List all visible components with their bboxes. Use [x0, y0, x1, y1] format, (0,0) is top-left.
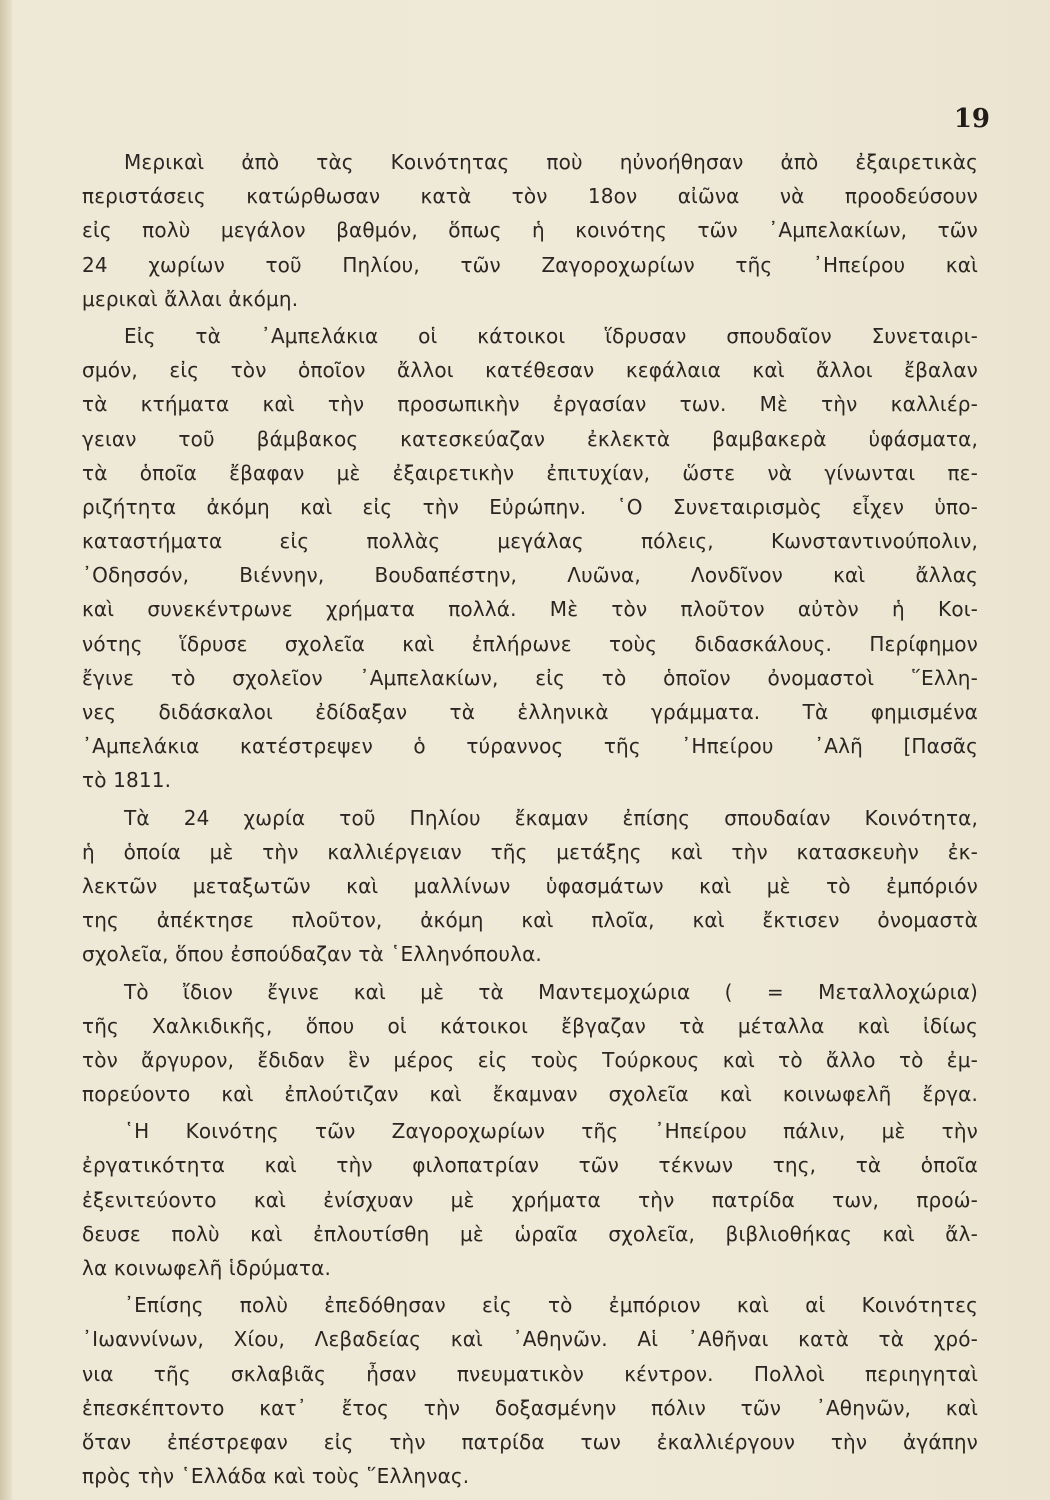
text-line: περιστάσεις κατώρθωσαν κατὰ τὸν 18ον αἰῶνα νὰ προοδεύσουν: [82, 184, 978, 209]
text-line: νια τῆς σκλαβιᾶς ἦσαν πνευματικὸν κέντρον. Πολλοὶ περιηγηταὶ: [82, 1361, 978, 1386]
body-text: [82, 145, 978, 1493]
text-line: ἔγινε τὸ σχολεῖον ᾿Αμπελακίων, εἰς τὸ ὁποῖον ὀνομαστοὶ ῞Ελλη-: [82, 665, 978, 690]
text-line: Τὰ 24 χωρία τοῦ Πηλίου ἔκαμαν ἐπίσης σπουδαίαν Κοινότητα,: [124, 805, 978, 830]
text-line: ὅταν ἐπέστρεφαν εἰς τὴν πατρίδα των ἐκαλλιέργουν τὴν ἀγάπην: [82, 1429, 978, 1454]
text-line: ᾿Ιωαννίνων, Χίου, Λεβαδείας καὶ ᾿Αθηνῶν. Αἱ ᾿Αθῆναι κατὰ τὰ χρό-: [82, 1327, 978, 1352]
text-line: καταστήματα εἰς πολλὰς μεγάλας πόλεις, Κωνσταντινούπολιν,: [82, 529, 978, 554]
text-line: ριζήτητα ἀκόμη καὶ εἰς τὴν Εὐρώπην. ῾Ο Συνεταιρισμὸς εἶχεν ὑπο-: [82, 494, 978, 519]
text-line: πρὸς τὴν ῾Ελλάδα καὶ τοὺς ῞Ελληνας.: [82, 1464, 470, 1489]
text-line: νότης ἵδρυσε σχολεῖα καὶ ἐπλήρωνε τοὺς διδασκάλους. Περίφημον: [82, 631, 978, 656]
text-line: ᾿Αμπελάκια κατέστρεψεν ὁ τύραννος τῆς ᾿Ηπείρου ᾿Αλῆ [Πασᾶς: [82, 734, 978, 759]
text-line: εἰς πολὺ μεγάλον βαθμόν, ὅπως ἡ κοινότης τῶν ᾿Αμπελακίων, τῶν: [82, 218, 978, 243]
text-line: ἐξενιτεύοντο καὶ ἐνίσχυαν μὲ χρήματα τὴν πατρίδα των, προώ-: [82, 1187, 978, 1212]
text-line: ἐργατικότητα καὶ τὴν φιλοπατρίαν τῶν τέκνων της, τὰ ὁποῖα: [82, 1153, 978, 1178]
text-line: σχολεῖα, ὅπου ἐσπούδαζαν τὰ ῾Ελληνόπουλα.: [82, 942, 542, 967]
text-line: δευσε πολὺ καὶ ἐπλουτίσθη μὲ ὡραῖα σχολεῖα, βιβλιοθήκας καὶ ἄλ-: [82, 1221, 978, 1246]
text-line: ᾿Επίσης πολὺ ἐπεδόθησαν εἰς τὸ ἐμπόριον καὶ αἱ Κοινότητες: [124, 1293, 978, 1318]
text-line: τὰ ὁποῖα ἔβαφαν μὲ ἐξαιρετικὴν ἐπιτυχίαν, ὥστε νὰ γίνωνται πε-: [82, 460, 978, 485]
text-line: 24 χωρίων τοῦ Πηλίου, τῶν Ζαγοροχωρίων τῆς ᾿Ηπείρου καὶ: [82, 252, 978, 277]
text-line: ἐπεσκέπτοντο κατ᾿ ἔτος τὴν δοξασμένην πόλιν τῶν ᾿Αθηνῶν, καὶ: [82, 1395, 978, 1420]
text-line: Εἰς τὰ ᾿Αμπελάκια οἱ κάτοικοι ἵδρυσαν σπουδαῖον Συνεταιρι-: [124, 323, 978, 348]
text-line: της ἀπέκτησε πλοῦτον, ἀκόμη καὶ πλοῖα, καὶ ἔκτισεν ὀνομαστὰ: [82, 908, 978, 933]
page-number: 19: [953, 104, 990, 134]
page-binding-edge: [0, 0, 12, 1500]
text-line: λα κοινωφελῆ ἱδρύματα.: [82, 1256, 332, 1280]
text-line: πορεύοντο καὶ ἐπλούτιζαν καὶ ἔκαμναν σχολεῖα καὶ κοινωφελῆ ἔργα.: [82, 1082, 978, 1107]
text-line: τὰ κτήματα καὶ τὴν προσωπικὴν ἐργασίαν των. Μὲ τὴν καλλιέρ-: [82, 392, 978, 417]
text-line: ῾Η Κοινότης τῶν Ζαγοροχωρίων τῆς ᾿Ηπείρου πάλιν, μὲ τὴν: [124, 1119, 978, 1144]
text-line: σμόν, εἰς τὸν ὁποῖον ἄλλοι κατέθεσαν κεφάλαια καὶ ἄλλοι ἔβαλαν: [82, 358, 978, 383]
text-line: νες διδάσκαλοι ἐδίδαξαν τὰ ἑλληνικὰ γράμματα. Τὰ φημισμένα: [82, 700, 978, 724]
text-line: ᾿Οδησσόν, Βιέννην, Βουδαπέστην, Λυῶνα, Λονδῖνον καὶ ἄλλας: [82, 563, 978, 588]
text-line: μερικαὶ ἄλλαι ἀκόμη.: [82, 286, 299, 311]
text-line: Μερικαὶ ἀπὸ τὰς Κοινότητας ποὺ ηὐνοήθησαν ἀπὸ ἐξαιρετικὰς: [124, 150, 978, 174]
text-line: τὸν ἄργυρον, ἔδιδαν ἓν μέρος εἰς τοὺς Τούρκους καὶ τὸ ἄλλο τὸ ἐμ-: [82, 1047, 978, 1072]
text-line: τὸ 1811.: [82, 768, 172, 793]
text-line: Τὸ ἴδιον ἔγινε καὶ μὲ τὰ Μαντεμοχώρια ( = Μεταλλοχώρια): [124, 979, 978, 1004]
text-line: καὶ συνεκέντρωνε χρήματα πολλά. Μὲ τὸν πλοῦτον αὐτὸν ἡ Κοι-: [82, 597, 978, 622]
text-line: γειαν τοῦ βάμβακος κατεσκεύαζαν ἐκλεκτὰ βαμβακερὰ ὑφάσματα,: [82, 426, 978, 451]
text-line: ἡ ὁποία μὲ τὴν καλλιέργειαν τῆς μετάξης καὶ τὴν κατασκευὴν ἐκ-: [82, 839, 978, 864]
text-line: λεκτῶν μεταξωτῶν καὶ μαλλίνων ὑφασμάτων καὶ μὲ τὸ ἐμπόριόν: [82, 873, 978, 898]
text-line: τῆς Χαλκιδικῆς, ὅπου οἱ κάτοικοι ἔβγαζαν τὰ μέταλλα καὶ ἰδίως: [82, 1013, 978, 1038]
